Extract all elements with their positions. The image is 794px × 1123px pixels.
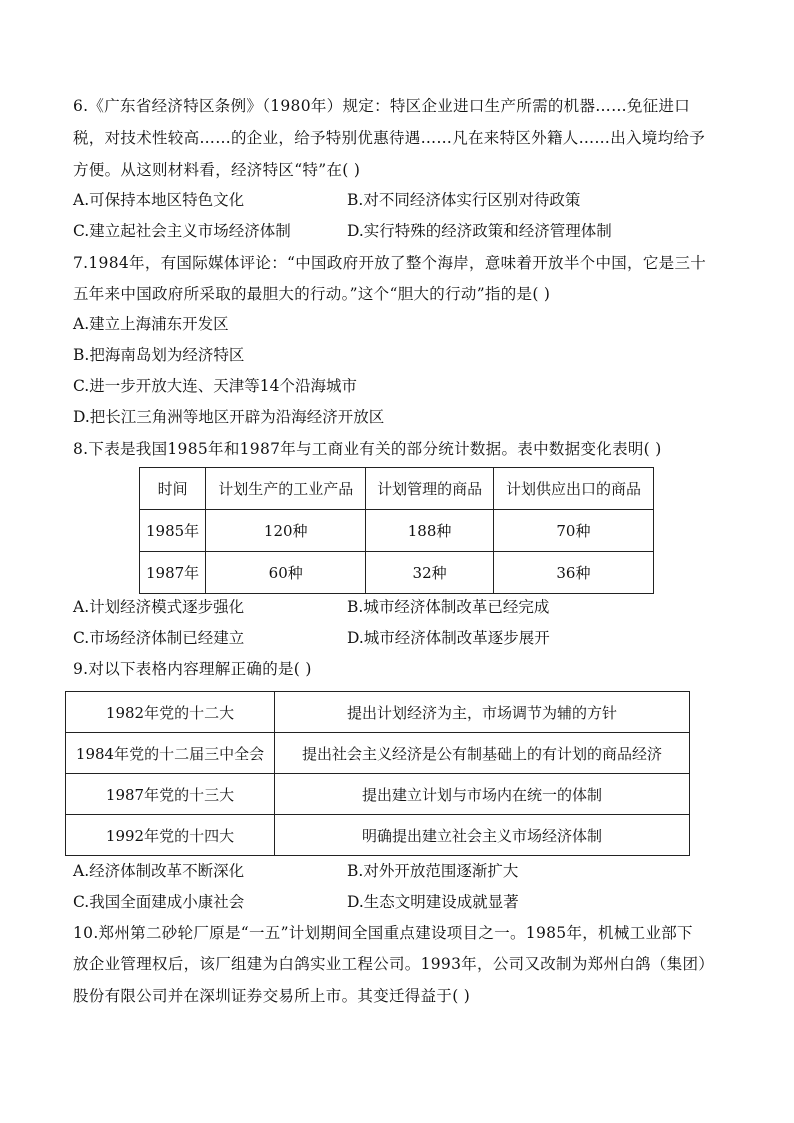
table-cell: 1987年 <box>140 552 206 594</box>
table-header-cell: 计划供应出口的商品 <box>493 468 653 510</box>
q8-option-d: D.城市经济体制改革逐步展开 <box>347 629 550 647</box>
table-cell: 提出建立计划与市场内在统一的体制 <box>275 774 690 815</box>
table-row <box>66 774 690 815</box>
table-header-row <box>140 468 654 510</box>
table-header-cell: 计划生产的工业产品 <box>206 468 366 510</box>
q10-stem-line1: 10.郑州第二砂轮厂原是“一五”计划期间全国重点建设项目之一。1985年，机械工业部下 <box>73 924 693 942</box>
table-cell: 60种 <box>206 552 366 594</box>
table-cell: 32种 <box>366 552 494 594</box>
table-cell: 120种 <box>206 510 366 552</box>
q6-stem-line1: 6.《广东省经济特区条例》（1980年）规定：特区企业进口生产所需的机器……免征进口 <box>73 97 691 115</box>
table-cell: 188种 <box>366 510 494 552</box>
q7-option-c: C.进一步开放大连、天津等14个沿海城市 <box>73 377 357 395</box>
table-cell: 1987年党的十三大 <box>66 774 275 815</box>
q9-option-d: D.生态文明建设成就显著 <box>347 893 519 911</box>
q6-stem-line2: 税，对技术性较高……的企业，给予特别优惠待遇……凡在来特区外籍人……出入境均给予 <box>73 129 706 147</box>
table-row <box>66 692 690 733</box>
q7-option-d: D.把长江三角洲等地区开辟为沿海经济开放区 <box>73 408 385 426</box>
q6-option-b: B.对不同经济体实行区别对待政策 <box>347 191 581 209</box>
table-row <box>140 552 654 594</box>
q6-option-c: C.建立起社会主义市场经济体制 <box>73 222 291 240</box>
table-cell: 1984年党的十二届三中全会 <box>66 733 275 774</box>
q8-option-b: B.城市经济体制改革已经完成 <box>347 598 550 616</box>
q8-statistics-table <box>139 467 654 594</box>
q10-stem-line2: 放企业管理权后，该厂组建为白鸽实业工程公司。1993年，公司又改制为郑州白鸽（集团） <box>73 955 715 973</box>
q7-stem-line1: 7.1984年，有国际媒体评论：“中国政府开放了整个海岸，意味着开放半个中国，它是三十 <box>73 254 707 272</box>
table-header-cell: 时间 <box>140 468 206 510</box>
q6-option-a: A.可保持本地区特色文化 <box>73 191 245 209</box>
q7-option-b: B.把海南岛划为经济特区 <box>73 346 245 364</box>
table-cell: 36种 <box>493 552 653 594</box>
table-header-cell: 计划管理的商品 <box>366 468 494 510</box>
q9-option-c: C.我国全面建成小康社会 <box>73 893 245 911</box>
table-cell: 提出计划经济为主，市场调节为辅的方针 <box>275 692 690 733</box>
table-cell: 1992年党的十四大 <box>66 815 275 856</box>
q6-option-d: D.实行特殊的经济政策和经济管理体制 <box>347 222 612 240</box>
table-cell: 1985年 <box>140 510 206 552</box>
table-cell: 70种 <box>493 510 653 552</box>
q8-stem: 8.下表是我国1985年和1987年与工商业有关的部分统计数据。表中数据变化表明( ) <box>73 440 662 458</box>
q7-option-a: A.建立上海浦东开发区 <box>73 315 229 333</box>
table-cell: 提出社会主义经济是公有制基础上的有计划的商品经济 <box>275 733 690 774</box>
q8-option-c: C.市场经济体制已经建立 <box>73 629 245 647</box>
q6-stem-line3: 方便。从这则材料看，经济特区“特”在( ) <box>73 161 361 179</box>
table-row <box>66 733 690 774</box>
table-cell: 1982年党的十二大 <box>66 692 275 733</box>
q9-option-a: A.经济体制改革不断深化 <box>73 862 245 880</box>
q9-stem: 9.对以下表格内容理解正确的是( ) <box>73 660 312 678</box>
q9-policy-table <box>65 691 690 856</box>
q8-option-a: A.计划经济模式逐步强化 <box>73 598 245 616</box>
table-row <box>66 815 690 856</box>
q10-stem-line3: 股份有限公司并在深圳证券交易所上市。其变迁得益于( ) <box>73 987 471 1005</box>
table-cell: 明确提出建立社会主义市场经济体制 <box>275 815 690 856</box>
q9-option-b: B.对外开放范围逐渐扩大 <box>347 862 519 880</box>
table-row <box>140 510 654 552</box>
q7-stem-line2: 五年来中国政府所采取的最胆大的行动。”这个“胆大的行动”指的是( ) <box>73 285 551 303</box>
